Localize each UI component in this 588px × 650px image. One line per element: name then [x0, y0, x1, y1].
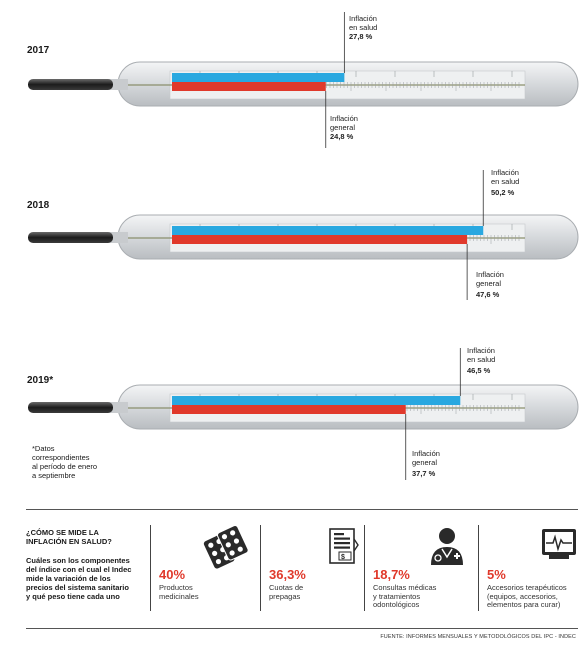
bar-salud-2018 — [172, 226, 483, 235]
label-salud-2018: Inflación en salud 50,2 % — [491, 168, 520, 197]
value-salud-2017: 27,8 % — [349, 32, 373, 41]
component-value: 5% — [487, 567, 506, 582]
bar-general-2017 — [172, 82, 326, 91]
label-general-2019: Inflación general 37,7 % — [412, 449, 440, 478]
component-label: Cuotas de prepagas — [269, 583, 304, 601]
bar-salud-2017 — [172, 73, 344, 82]
value-salud-2018: 50,2 % — [491, 188, 515, 197]
howto-title: ¿CÓMO SE MIDE LA INFLACIÓN EN SALUD? — [26, 528, 112, 546]
component-accessories — [478, 525, 579, 611]
year-label-2018: 2018 — [27, 200, 50, 211]
component-value: 36,3% — [269, 567, 306, 582]
component-label: Productos medicinales — [159, 583, 199, 601]
bar-general-2018 — [172, 235, 467, 244]
document-icon — [327, 525, 361, 569]
pills-icon — [201, 525, 251, 569]
divider-bottom — [26, 628, 578, 629]
bar-general-2019 — [172, 405, 406, 414]
label-salud-2017: Inflación en salud 27,8 % — [349, 14, 378, 41]
thermometer-cap — [28, 232, 113, 243]
component-consultations — [364, 525, 479, 611]
value-general-2018: 47,6 % — [476, 290, 500, 299]
thermometer-2017 — [28, 12, 578, 148]
value-general-2019: 37,7 % — [412, 469, 436, 478]
divider-top — [26, 509, 578, 510]
monitor-icon — [539, 525, 579, 565]
howto-block: ¿CÓMO SE MIDE LA INFLACIÓN EN SALUD? Cuáles son los componentes del índice con el cual el Indec mide la variación de los precios del sistema sanitario y qué peso tiene cada uno — [26, 528, 146, 601]
thermometer-cap — [28, 402, 113, 413]
label-salud-2019: Inflación en salud 46,5 % — [467, 346, 496, 375]
component-value: 18,7% — [373, 567, 410, 582]
label-general-2017: Inflación general 24,8 % — [330, 114, 358, 141]
doctor-icon — [427, 525, 467, 569]
value-salud-2019: 46,5 % — [467, 366, 491, 375]
component-prepaid — [260, 525, 365, 611]
year-label-2019: 2019* — [27, 375, 54, 386]
bar-salud-2019 — [172, 396, 460, 405]
component-value: 40% — [159, 567, 186, 582]
source-note: FUENTE: INFORMES MENSUALES Y METODOLÓGICOS DEL IPC - INDEC — [380, 634, 576, 640]
footnote: *Datos correspondientes al período de enero a septiembre — [32, 444, 98, 480]
label-general-2018: Inflación general 47,6 % — [476, 270, 504, 299]
component-label: Accesorios terapéuticos (equipos, accesorios, elementos para curar) — [487, 583, 567, 609]
svg-text:$: $ — [341, 554, 345, 561]
thermometer-cap — [28, 79, 113, 90]
component-medicines — [150, 525, 261, 611]
year-label-2017: 2017 — [27, 45, 50, 56]
value-general-2017: 24,8 % — [330, 132, 354, 141]
component-label: Consultas médicas y tratamientos odontológicos — [373, 583, 437, 609]
